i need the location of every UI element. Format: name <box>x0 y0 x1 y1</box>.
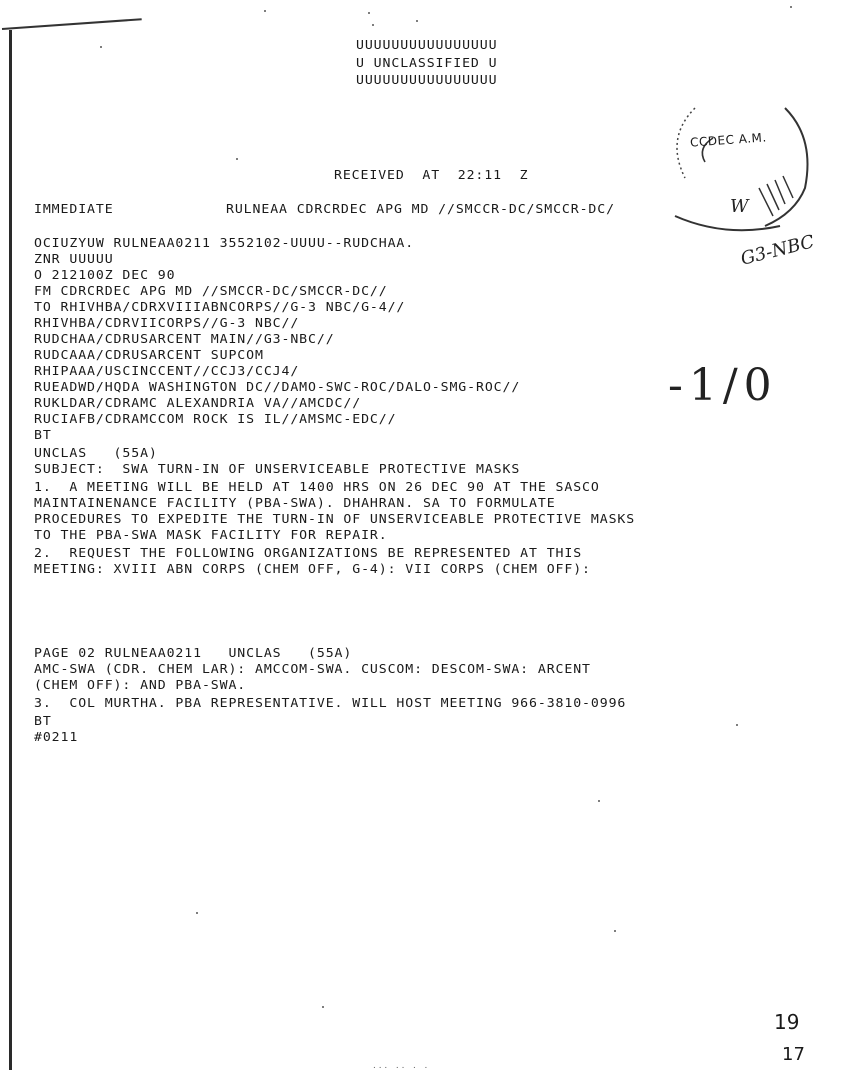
scan-speck <box>416 20 418 22</box>
body-line: TO THE PBA-SWA MASK FACILITY FOR REPAIR. <box>34 528 388 543</box>
from-line: FM CDRCRDEC APG MD //SMCCR-DC/SMCCR-DC// <box>34 284 388 299</box>
routing-line: OCIUZYUW RULNEAA0211 3552102-UUUU--RUDCHAA. <box>34 236 415 251</box>
body-line: MEETING: XVIII ABN CORPS (CHEM OFF, G-4): VII CORPS (CHEM OFF): <box>34 562 591 577</box>
page2-header: PAGE 02 RULNEAA0211 UNCLAS (55A) <box>34 646 353 661</box>
date-time-group: O 212100Z DEC 90 <box>34 268 176 283</box>
scan-speck <box>100 46 102 48</box>
address-line: TO RHIVHBA/CDRXVIIIABNCORPS//G-3 NBC/G-4// <box>34 300 406 315</box>
scan-speck <box>598 800 600 802</box>
scan-speck <box>614 930 616 932</box>
scan-speck <box>264 10 266 12</box>
precedence: IMMEDIATE <box>34 202 114 217</box>
classification-line: UNCLAS (55A) <box>34 446 158 461</box>
banner-top: UUUUUUUUUUUUUUUU <box>356 38 498 53</box>
page-number: 19 <box>774 1010 800 1034</box>
scan-speck <box>322 1006 324 1008</box>
break-marker: BT <box>34 714 52 729</box>
scan-speck <box>736 724 738 726</box>
banner-bottom: UUUUUUUUUUUUUUUU <box>356 73 498 88</box>
handwritten-initials: W <box>730 196 749 217</box>
scan-speck <box>368 12 370 14</box>
body-line: 2. REQUEST THE FOLLOWING ORGANIZATIONS BE REPRESENTED AT THIS <box>34 546 583 561</box>
address-line: RUDCAAA/CDRUSARCENT SUPCOM <box>34 348 264 363</box>
scan-speck <box>372 24 374 26</box>
top-edge-mark <box>2 18 142 30</box>
body-line: 1. A MEETING WILL BE HELD AT 1400 HRS ON 26 DEC 90 AT THE SASCO <box>34 480 600 495</box>
address-line: RUDCHAA/CDRUSARCENT MAIN//G3-NBC// <box>34 332 335 347</box>
banner-classification: U UNCLASSIFIED U <box>356 56 498 71</box>
address-line: RUEADWD/HQDA WASHINGTON DC//DAMO-SWC-ROC/DALO-SMG-ROC// <box>34 380 521 395</box>
received-time: RECEIVED AT 22:11 Z <box>334 168 529 183</box>
znr-line: ZNR UUUUU <box>34 252 114 267</box>
scan-speck <box>196 912 198 914</box>
break-marker: BT <box>34 428 52 443</box>
originator-line: RULNEAA CDRCRDEC APG MD //SMCCR-DC/SMCCR-DC/ <box>226 202 615 217</box>
page2-line: (CHEM OFF): AND PBA-SWA. <box>34 678 247 693</box>
handwritten-number: -1/0 <box>668 360 778 411</box>
left-edge-rule <box>9 30 12 1070</box>
page2-line: AMC-SWA (CDR. CHEM LAR): AMCCOM-SWA. CUSCOM: DESCOM-SWA: ARCENT <box>34 662 591 677</box>
scan-speck <box>236 158 238 160</box>
address-line: RHIVHBA/CDRVIICORPS//G-3 NBC// <box>34 316 300 331</box>
stamp-text: CCDEC A.M. <box>689 130 768 150</box>
address-line: RUCIAFB/CDRAMCCOM ROCK IS IL//AMSMC-EDC// <box>34 412 397 427</box>
scan-speck <box>790 6 792 8</box>
page2-line: 3. COL MURTHA. PBA REPRESENTATIVE. WILL HOST MEETING 966-3810-0996 <box>34 696 627 711</box>
bottom-scan-mark: ... .. . . <box>372 1061 430 1070</box>
received-stamp <box>655 98 815 238</box>
subject-line: SUBJECT: SWA TURN-IN OF UNSERVICEABLE PROTECTIVE MASKS <box>34 462 521 477</box>
address-line: RUKLDAR/CDRAMC ALEXANDRIA VA//AMCDC// <box>34 396 362 411</box>
page-sub-number: 17 <box>782 1044 805 1065</box>
handwritten-routing: G3-NBC <box>738 231 817 270</box>
body-line: PROCEDURES TO EXPEDITE THE TURN-IN OF UNSERVICEABLE PROTECTIVE MASKS <box>34 512 636 527</box>
body-line: MAINTAINENANCE FACILITY (PBA-SWA). DHAHRAN. SA TO FORMULATE <box>34 496 556 511</box>
address-line: RHIPAAA/USCINCCENT//CCJ3/CCJ4/ <box>34 364 300 379</box>
message-number: #0211 <box>34 730 79 745</box>
